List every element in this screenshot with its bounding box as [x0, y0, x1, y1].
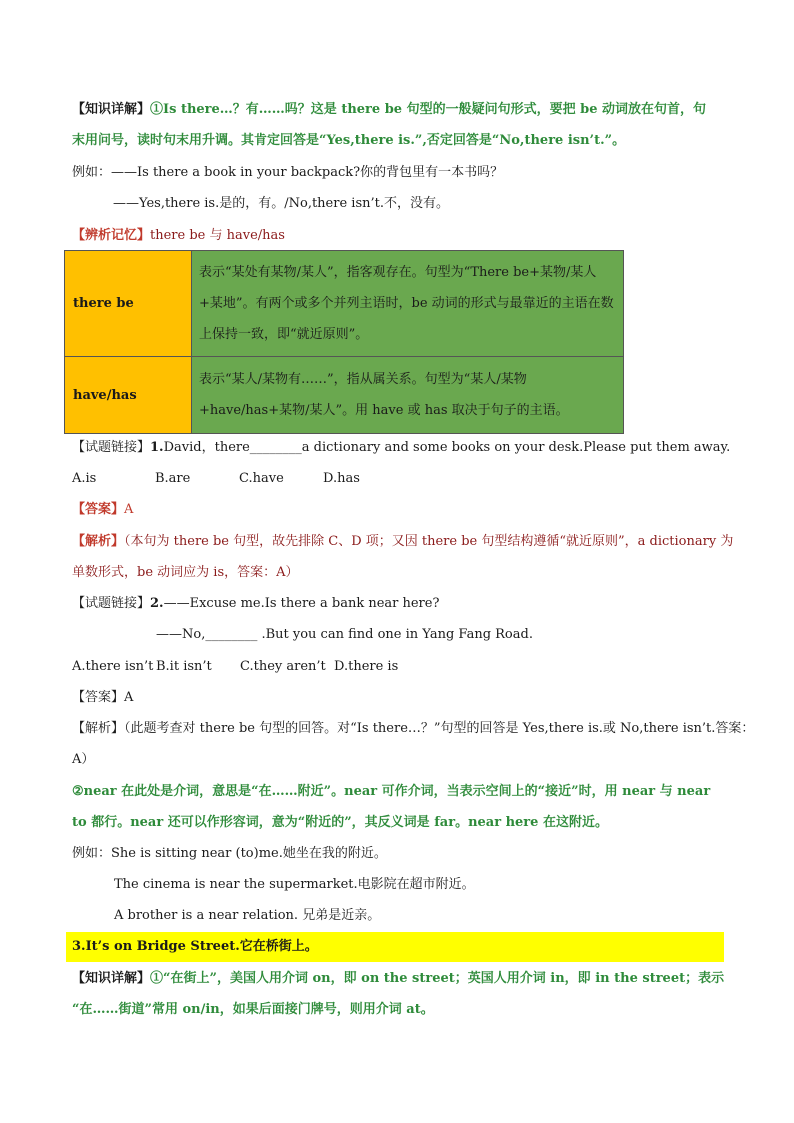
answer-value: A	[124, 690, 134, 705]
memo-line	[72, 226, 724, 246]
analysis-label: 【解析】	[72, 721, 125, 736]
near-example-3	[114, 906, 766, 926]
table-row	[65, 357, 624, 434]
option-c: C.have	[239, 471, 284, 486]
section-3-knowledge	[72, 969, 724, 989]
near-example-2	[114, 875, 766, 895]
question-number: 1.	[150, 440, 164, 455]
knowledge-label: 【知识详解】	[72, 971, 151, 986]
analysis-label: 【解析】	[72, 534, 125, 549]
question-text: ——Excuse me.Is there a bank near here?	[163, 596, 440, 611]
example-2: ——Yes,there is.是的，有。/No,there isn’t.不，没有。	[113, 196, 449, 211]
near-example-1	[72, 844, 724, 864]
example-line-1	[72, 163, 724, 183]
memo-text: there be 与 have/has	[150, 228, 285, 243]
comparison-table	[64, 250, 624, 434]
table-desc-cell: 表示“某人/某物有……”，指从属关系。句型为“某人/某物+have/has+某物/某人”。用 have 或 has 取决于句子的主语。	[192, 357, 624, 434]
section-3-text-1: ①“在街上”，美国人用介词 on，即 on the street；英国人用介词 in，即 in the street；表示	[150, 971, 725, 986]
near-example-text-1: She is sitting near (to)me.她坐在我的附近。	[111, 846, 387, 861]
question-1	[72, 438, 731, 458]
analysis-text-1: （此题考查对 there be 句型的回答。对“Is there…？”句型的回答是 Yes,there is.或 No,there isn’t.答案：	[124, 721, 755, 736]
example-line-2	[113, 194, 765, 214]
options-q1	[72, 469, 724, 489]
example-label: 例如：	[72, 846, 112, 861]
option-c: C.they aren’t	[240, 659, 326, 674]
near-line-1	[72, 782, 724, 802]
memo-label: 【辨析记忆】	[72, 228, 151, 243]
example-1: ——Is there a book in your backpack?你的背包里有一本书吗？	[111, 165, 504, 180]
answer-label: 【答案】	[72, 690, 125, 705]
answer-label: 【答案】	[72, 502, 125, 517]
example-label: 例如：	[72, 165, 112, 180]
knowledge-text-line2: 末用问号，读时句末用升调。其肯定回答是“Yes,there is.”,否定回答是“No,there isn’t.”。	[72, 133, 626, 148]
section-3-knowledge-line2	[72, 1000, 724, 1020]
analysis-q1	[72, 532, 734, 552]
option-a: A.there isn’t	[72, 659, 154, 674]
answer-q2	[72, 688, 724, 708]
question-2	[72, 594, 724, 614]
option-d: D.has	[323, 471, 360, 486]
question-text-2: ——No,________ .But you can find one in Yang Fang Road.	[156, 627, 533, 642]
knowledge-text-line2-wrap	[72, 131, 724, 151]
answer-q1	[72, 500, 724, 520]
question-2-line2	[156, 625, 794, 645]
table-key-cell: have/has	[65, 357, 192, 434]
table-desc-cell: 表示“某处有某物/某人”，指客观存在。句型为“There be+某物/某人+某地”。有两个或多个并列主语时，be 动词的形式与最靠近的主语在数上保持一致，即“就近原则”。	[192, 251, 624, 357]
near-example-text-2: The cinema is near the supermarket.电影院在超市附近。	[114, 877, 475, 892]
answer-value: A	[124, 502, 134, 517]
near-text-2: to 都行。near 还可以作形容词，意为“附近的”，其反义词是 far。near here 在这附近。	[72, 815, 608, 830]
option-a: A.is	[72, 471, 97, 486]
option-b: B.it isn’t	[156, 659, 212, 674]
test-link-label: 【试题链接】	[72, 596, 151, 611]
table-row	[65, 251, 624, 357]
section-3-heading	[72, 937, 724, 957]
knowledge-text-line1: ①Is there…？有……吗？这是 there be 句型的一般疑问句形式，要把 be 动词放在句首，句	[150, 102, 706, 117]
analysis-text-2: A）	[72, 752, 95, 767]
analysis-q2-line2	[72, 750, 724, 770]
near-text-1: ②near 在此处是介词，意思是“在……附近”。near 可作介词，当表示空间上的“接近”时，用 near 与 near	[72, 784, 711, 799]
question-number: 2.	[150, 596, 164, 611]
table-key-cell: there be	[65, 251, 192, 357]
analysis-q2	[72, 719, 755, 739]
analysis-text-2: 单数形式，be 动词应为 is，答案：A）	[72, 565, 299, 580]
section-3-text-2: “在……街道”常用 on/in，如果后面接门牌号，则用介词 at。	[72, 1002, 434, 1017]
option-b: B.are	[155, 471, 191, 486]
knowledge-label: 【知识详解】	[72, 102, 151, 117]
options-q2	[72, 657, 724, 677]
section-3-heading-text: 3.It’s on Bridge Street.它在桥街上。	[72, 939, 318, 954]
analysis-text-1: （本句为 there be 句型，故先排除 C、D 项；又因 there be 句型结构遵循“就近原则”，a dictionary 为	[124, 534, 734, 549]
question-text: David，there________a dictionary and some books on your desk.Please put them away.	[163, 440, 731, 455]
analysis-q1-line2	[72, 563, 724, 583]
knowledge-paragraph-1	[72, 100, 724, 120]
option-d: D.there is	[334, 659, 399, 674]
near-example-text-3: A brother is a near relation. 兄弟是近亲。	[114, 908, 381, 923]
test-link-label: 【试题链接】	[72, 440, 151, 455]
near-line-2	[72, 813, 724, 833]
